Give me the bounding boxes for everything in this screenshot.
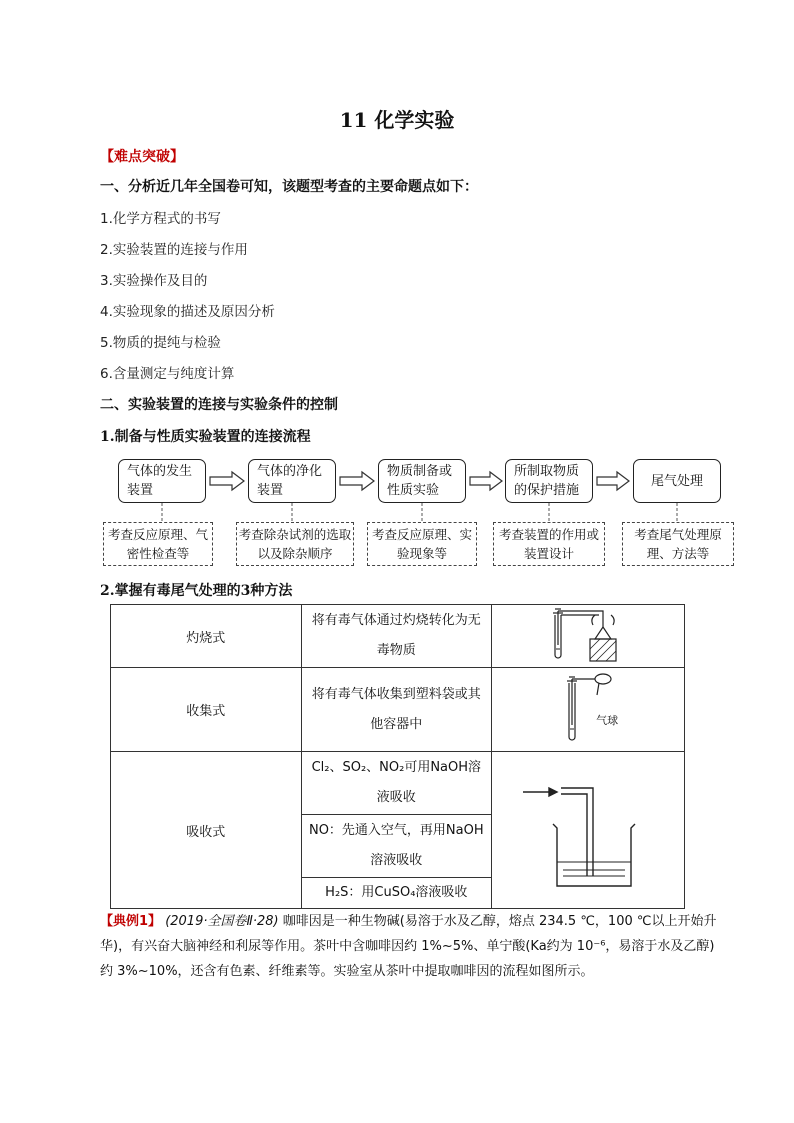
flow-box-gas-purification: 气体的净化装置 xyxy=(248,459,336,503)
beaker-apparatus-icon xyxy=(513,758,663,898)
method-name: 吸收式 xyxy=(111,752,302,909)
flow-subheading: 1.制备与性质实验装置的连接流程 xyxy=(100,429,311,445)
methods-table xyxy=(110,604,685,909)
flow-box-preparation: 物质制备或性质实验 xyxy=(378,459,466,503)
flow-box-protection: 所制取物质的保护措施 xyxy=(505,459,593,503)
flow-arrow-icon xyxy=(597,472,629,490)
list-item: 4.实验现象的描述及原因分析 xyxy=(100,304,275,320)
flow-arrow-icon xyxy=(210,472,244,490)
balloon-apparatus-icon xyxy=(533,669,643,747)
flow-note: 考查反应原理、实验现象等 xyxy=(367,522,477,566)
example-source: (2019·全国卷Ⅱ·28) xyxy=(165,914,279,929)
flow-arrow-icon xyxy=(340,472,374,490)
method-desc: 将有毒气体通过灼烧转化为无毒物质 xyxy=(301,605,492,668)
section2-heading: 二、实验装置的连接与实验条件的控制 xyxy=(100,397,338,413)
method-name: 灼烧式 xyxy=(111,605,302,668)
section-tag: 【难点突破】 xyxy=(100,149,184,165)
table-row xyxy=(111,752,685,815)
page-title: 11 化学实验 xyxy=(339,108,455,132)
list-item: 6.含量测定与纯度计算 xyxy=(100,366,235,382)
table-row xyxy=(111,605,685,668)
method-desc: H₂S：用CuSO₄溶液吸收 xyxy=(301,878,492,909)
methods-subheading: 2.掌握有毒尾气处理的3种方法 xyxy=(100,583,293,599)
burner-apparatus-icon xyxy=(533,605,643,663)
collection-apparatus-figure xyxy=(492,668,685,752)
flow-note: 考查装置的作用或装置设计 xyxy=(493,522,605,566)
burning-apparatus-figure xyxy=(492,605,685,668)
example-label: 【典例1】 xyxy=(100,914,162,929)
absorption-apparatus-figure xyxy=(492,752,685,909)
list-item: 3.实验操作及目的 xyxy=(100,273,208,289)
flow-note: 考查反应原理、气密性检查等 xyxy=(103,522,213,566)
method-desc: Cl₂、SO₂、NO₂可用NaOH溶液吸收 xyxy=(301,752,492,815)
flow-box-tail-gas: 尾气处理 xyxy=(633,459,721,503)
balloon-label: 气球 xyxy=(596,714,619,727)
flow-arrow-icon xyxy=(470,472,502,490)
flow-note: 考查尾气处理原理、方法等 xyxy=(622,522,734,566)
method-desc: NO：先通入空气，再用NaOH溶液吸收 xyxy=(301,815,492,878)
list-item: 5.物质的提纯与检验 xyxy=(100,335,221,351)
flow-box-gas-generation: 气体的发生装置 xyxy=(118,459,206,503)
method-desc: 将有毒气体收集到塑料袋或其他容器中 xyxy=(301,668,492,752)
table-row xyxy=(111,668,685,752)
list-item: 2.实验装置的连接与作用 xyxy=(100,242,248,258)
flow-note: 考查除杂试剂的选取以及除杂顺序 xyxy=(236,522,354,566)
example-text: 咖啡因是一种生物碱(易溶于水及乙醇，熔点 234.5 ℃，100 ℃以上开始升华)，有兴奋大脑神经和利尿等作用。茶叶中含咖啡因约 1%~5%、单宁酸(Ka约为 10⁻⁶，易溶于水及乙醇)约 3%~10%，还含有色素、纤维素等。实验室从茶叶中提取咖啡因的流程如图所示。 xyxy=(100,914,717,979)
method-name: 收集式 xyxy=(111,668,302,752)
list-item: 1.化学方程式的书写 xyxy=(100,211,221,227)
section1-heading: 一、分析近几年全国卷可知，该题型考查的主要命题点如下： xyxy=(100,179,478,195)
example-paragraph xyxy=(100,909,720,984)
